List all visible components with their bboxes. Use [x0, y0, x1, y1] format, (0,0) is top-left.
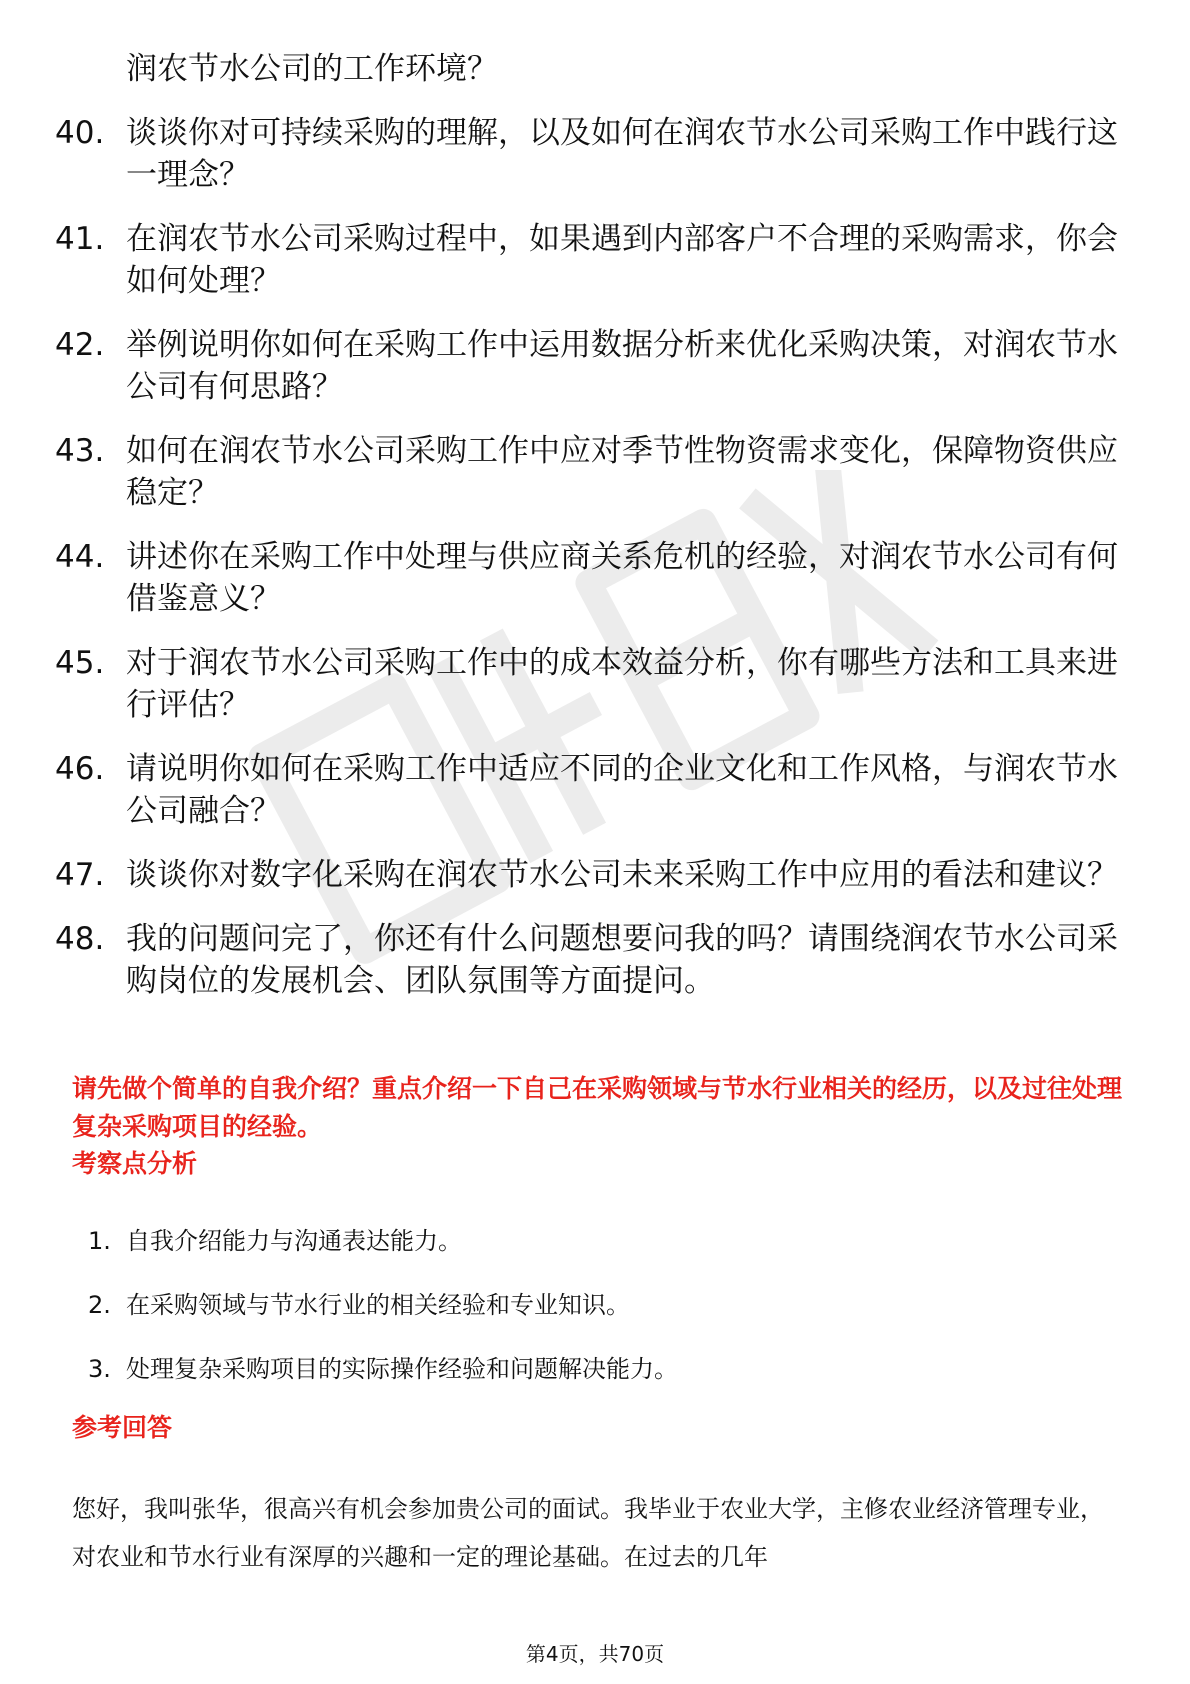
- question-text: 请说明你如何在采购工作中适应不同的企业文化和工作风格，与润农节水公司融合？: [126, 751, 1118, 829]
- reference-heading: 参考回答: [72, 1413, 173, 1442]
- question-number: 47.: [55, 857, 105, 893]
- list-item: [55, 642, 1135, 726]
- item-text: 自我介绍能力与沟通表达能力。: [126, 1227, 462, 1255]
- question-text: 谈谈你对可持续采购的理解，以及如何在润农节水公司采购工作中践行这一理念？: [126, 115, 1118, 193]
- question-number: 44.: [55, 539, 105, 575]
- list-item: [55, 218, 1135, 302]
- question-text: 在润农节水公司采购过程中，如果遇到内部客户不合理的采购需求，你会如何处理？: [126, 221, 1118, 299]
- question-number: 41.: [55, 221, 105, 257]
- question-number: 48.: [55, 921, 105, 957]
- list-item: [88, 1352, 1088, 1386]
- analysis-heading: 考察点分析: [72, 1149, 198, 1178]
- question-text: 我的问题问完了，你还有什么问题想要问我的吗？请围绕润农节水公司采购岗位的发展机会、团队氛围等方面提问。: [126, 921, 1118, 999]
- question-number: 42.: [55, 327, 105, 363]
- reference-answer: 您好，我叫张华，很高兴有机会参加贵公司的面试。我毕业于农业大学，主修农业经济管理专业，对农业和节水行业有深厚的兴趣和一定的理论基础。在过去的几年: [72, 1495, 1104, 1571]
- item-number: 2.: [88, 1291, 111, 1319]
- question-list: [55, 48, 1135, 1024]
- list-item: [55, 430, 1135, 514]
- question-number: 40.: [55, 115, 105, 151]
- list-item: [55, 324, 1135, 408]
- question-text: 对于润农节水公司采购工作中的成本效益分析，你有哪些方法和工具来进行评估？: [126, 645, 1118, 723]
- item-text: 在采购领域与节水行业的相关经验和专业知识。: [126, 1291, 630, 1319]
- list-item: [55, 748, 1135, 832]
- list-item: [55, 48, 1135, 90]
- list-item: [55, 536, 1135, 620]
- page-footer: 第4页，共70页: [525, 1642, 665, 1666]
- item-text: 处理复杂采购项目的实际操作经验和问题解决能力。: [126, 1355, 678, 1383]
- question-text: 润农节水公司的工作环境？: [126, 51, 498, 87]
- list-item: [88, 1224, 1088, 1258]
- question-number: 45.: [55, 645, 105, 681]
- highlight-question: 请先做个简单的自我介绍？重点介绍一下自己在采购领域与节水行业相关的经历，以及过往处理复杂采购项目的经验。: [72, 1074, 1123, 1141]
- list-item: [55, 112, 1135, 196]
- question-text: 举例说明你如何在采购工作中运用数据分析来优化采购决策，对润农节水公司有何思路？: [126, 327, 1118, 405]
- list-item: [55, 918, 1135, 1002]
- question-text: 谈谈你对数字化采购在润农节水公司未来采购工作中应用的看法和建议？: [126, 857, 1118, 893]
- list-item: [88, 1288, 1088, 1322]
- question-number: 43.: [55, 433, 105, 469]
- question-number: 46.: [55, 751, 105, 787]
- analysis-list: [88, 1224, 1088, 1416]
- item-number: 1.: [88, 1227, 111, 1255]
- question-text: 如何在润农节水公司采购工作中应对季节性物资需求变化，保障物资供应稳定？: [126, 433, 1118, 511]
- question-text: 讲述你在采购工作中处理与供应商关系危机的经验，对润农节水公司有何借鉴意义？: [126, 539, 1118, 617]
- item-number: 3.: [88, 1355, 111, 1383]
- list-item: [55, 854, 1135, 896]
